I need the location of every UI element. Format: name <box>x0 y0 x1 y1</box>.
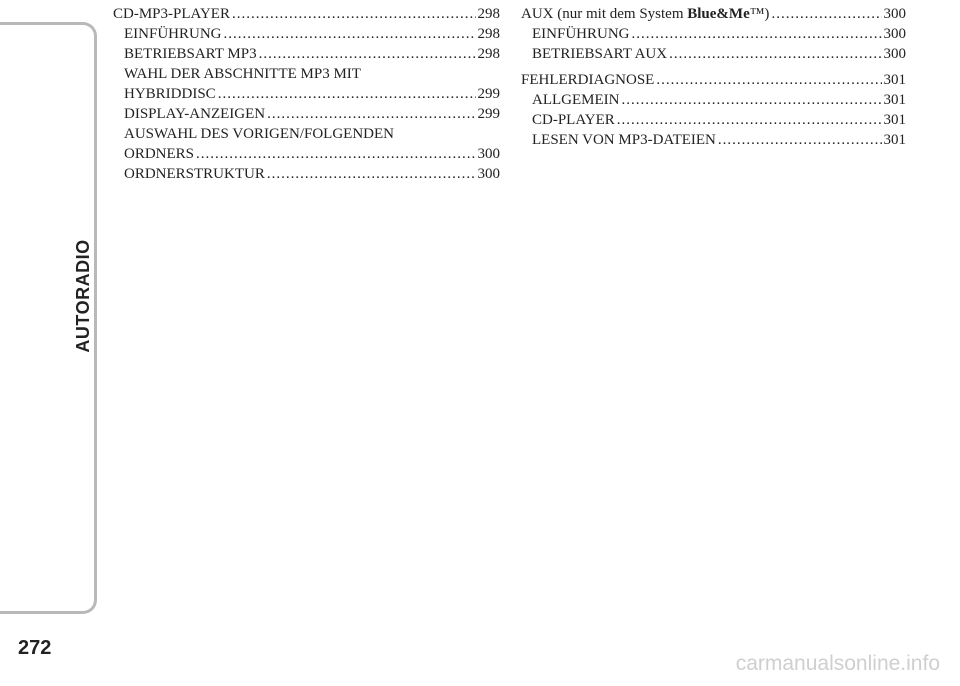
toc-title-brand: Blue&Me <box>687 6 750 22</box>
toc-entry-title: DISPLAY-ANZEIGEN <box>124 106 266 122</box>
toc-entry[interactable] <box>113 84 500 104</box>
toc-leader-dots <box>718 130 882 150</box>
toc-entry-title-line[interactable]: AUSWAHL DES VORIGEN/FOLGENDEN <box>124 126 394 142</box>
toc-entry-title-line[interactable]: WAHL DER ABSCHNITTE MP3 MIT <box>124 66 361 82</box>
toc-entry-page: 300 <box>477 166 500 182</box>
toc-leader-dots <box>669 44 881 64</box>
toc-entry[interactable] <box>113 44 500 64</box>
toc-entry-title: FEHLERDIAGNOSE <box>521 72 655 88</box>
toc-leader-dots <box>771 4 881 24</box>
toc-entry-title <box>521 4 769 24</box>
toc-entry-title: HYBRIDDISC <box>124 86 216 102</box>
toc-leader-dots <box>617 110 882 130</box>
toc-entry-title: BETRIEBSART MP3 <box>124 46 257 62</box>
toc-leader-dots <box>632 24 882 44</box>
toc-entry-page: 299 <box>477 106 500 122</box>
toc-leader-dots <box>267 104 475 124</box>
toc-entry-page: 300 <box>477 146 500 162</box>
toc-entry-page: 300 <box>883 6 906 22</box>
toc-entry-page: 298 <box>477 26 500 42</box>
toc-leader-dots <box>218 84 476 104</box>
toc-leader-dots <box>259 44 476 64</box>
toc-entry[interactable] <box>113 164 500 184</box>
toc-entry-page: 301 <box>883 112 906 128</box>
toc-leader-dots <box>232 4 476 24</box>
toc-entry-page: 301 <box>883 72 906 88</box>
toc-entry[interactable] <box>521 70 906 90</box>
toc-entry[interactable] <box>521 90 906 110</box>
toc-title-suffix: ™) <box>749 6 770 22</box>
toc-column-right <box>521 4 906 150</box>
toc-entry[interactable] <box>521 130 906 150</box>
toc-entry[interactable] <box>521 44 906 64</box>
toc-entry-page: 299 <box>477 86 500 102</box>
toc-leader-dots <box>196 144 475 164</box>
toc-entry[interactable] <box>521 110 906 130</box>
toc-entry-title: CD-PLAYER <box>532 112 615 128</box>
toc-entry-title: EINFÜHRUNG <box>124 26 222 42</box>
toc-entry[interactable] <box>113 4 500 24</box>
chapter-label: AUTORADIO <box>73 239 93 353</box>
toc-entry-title: BETRIEBSART AUX <box>532 46 668 62</box>
toc-column-left <box>113 4 500 184</box>
toc-entry[interactable] <box>113 24 500 44</box>
watermark: carmanualsonline.info <box>735 652 940 675</box>
toc-leader-dots <box>656 70 881 90</box>
toc-entry[interactable] <box>521 4 906 24</box>
toc-leader-dots <box>267 164 476 184</box>
toc-entry-page: 301 <box>883 132 906 148</box>
toc-entry[interactable] <box>113 104 500 124</box>
toc-entry-page: 300 <box>883 26 906 42</box>
toc-title-prefix: AUX (nur mit dem System <box>521 6 688 22</box>
toc-leader-dots <box>224 24 476 44</box>
toc-entry-page: 301 <box>883 92 906 108</box>
toc-entry-title: ORDNERS <box>124 146 195 162</box>
toc-entry-page: 300 <box>883 46 906 62</box>
toc-entry-title: ALLGEMEIN <box>532 92 620 108</box>
toc-entry-page: 298 <box>477 46 500 62</box>
toc-entry-title: CD-MP3-PLAYER <box>113 6 230 22</box>
toc-entry[interactable] <box>521 24 906 44</box>
toc-leader-dots <box>621 90 881 110</box>
page-number: 272 <box>18 637 52 659</box>
toc-entry-page: 298 <box>477 6 500 22</box>
toc-entry-title: ORDNERSTRUKTUR <box>124 166 265 182</box>
toc-entry-title: LESEN VON MP3-DATEIEN <box>532 132 716 148</box>
toc-entry-title: EINFÜHRUNG <box>532 26 630 42</box>
toc-entry[interactable] <box>113 144 500 164</box>
